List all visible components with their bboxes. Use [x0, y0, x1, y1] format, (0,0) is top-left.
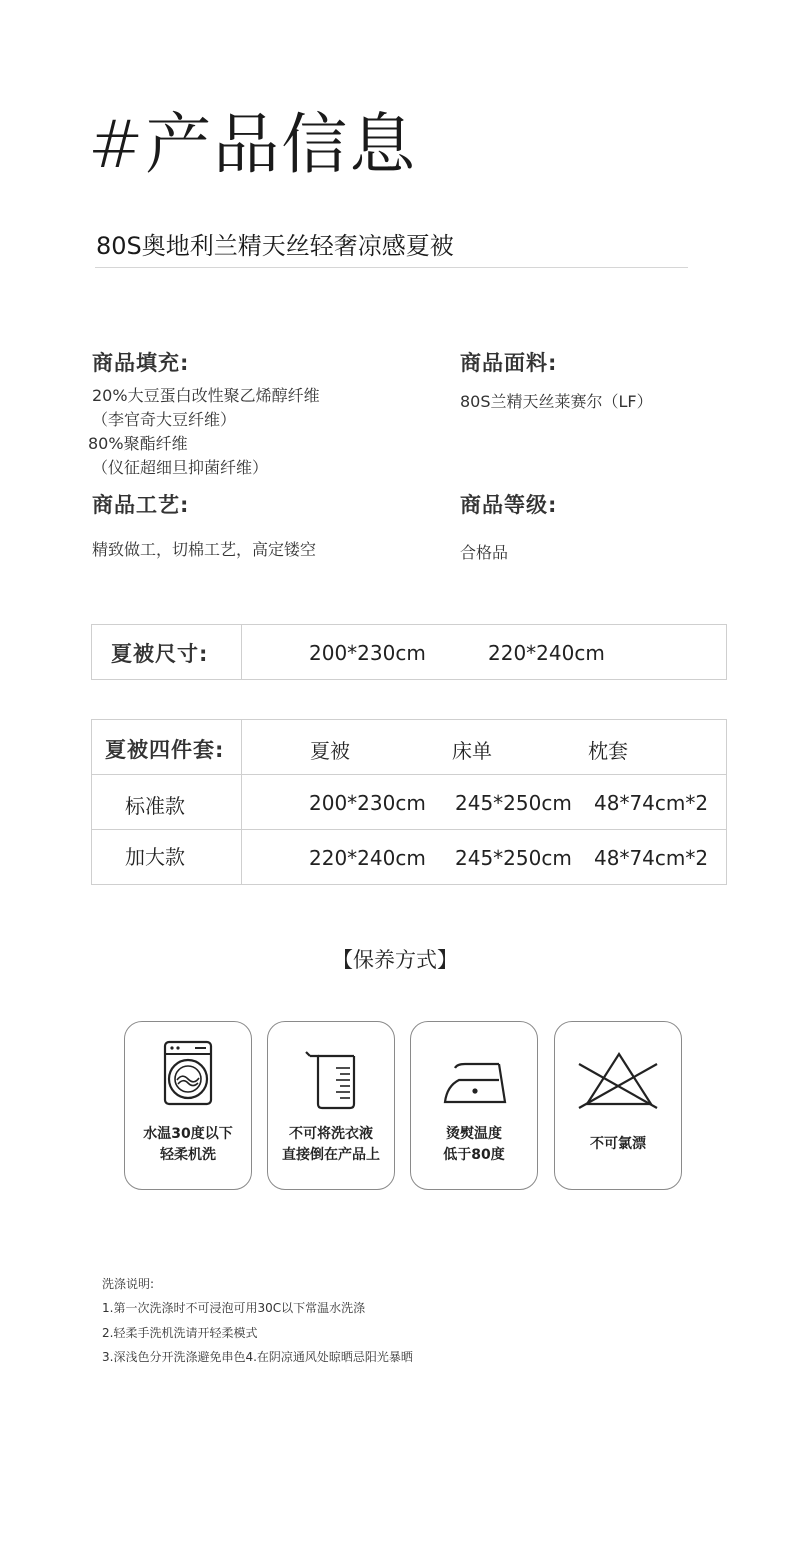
- set-col-sheet: 床单: [452, 739, 492, 763]
- filling-line-3: 80%聚酯纤维: [88, 434, 188, 453]
- filling-line-1: 20%大豆蛋白改性聚乙烯醇纤维: [92, 386, 320, 405]
- wash-note-1: 1.第一次洗涤时不可浸泡可用30C以下常温水洗涤: [102, 1301, 366, 1315]
- product-name: 80S奥地利兰精天丝轻奢凉感夏被: [96, 232, 454, 260]
- set-row-large-pillowcase: 48*74cm*2: [594, 846, 709, 870]
- care-card-wash: [124, 1021, 252, 1190]
- size-table-label: 夏被尺寸:: [111, 642, 209, 666]
- set-table-row-divider: [92, 829, 726, 830]
- filling-line-2: （李官奇大豆纤维）: [92, 410, 237, 429]
- measuring-cup-icon: [268, 1040, 394, 1112]
- set-table-label: 夏被四件套:: [105, 738, 225, 762]
- set-row-large-name: 加大款: [125, 845, 185, 869]
- craft-value: 精致做工，切棉工艺，高定镂空: [92, 540, 317, 559]
- set-table-row-divider: [92, 774, 726, 775]
- wash-note-2: 2.轻柔手洗机洗请开轻柔模式: [102, 1326, 258, 1340]
- set-table-col-divider: [241, 720, 242, 884]
- set-row-standard-pillowcase: 48*74cm*2: [594, 791, 709, 815]
- set-row-large-quilt: 220*240cm: [309, 846, 426, 870]
- care-card-iron: [410, 1021, 538, 1190]
- wash-notes-heading: 洗涤说明:: [102, 1277, 155, 1291]
- wash-note-3: 3.深浅色分开洗涤避免串色4.在阴凉通风处晾晒忌阳光暴晒: [102, 1350, 413, 1364]
- grade-label: 商品等级:: [460, 493, 558, 517]
- care-card-detergent: [267, 1021, 395, 1190]
- set-row-standard-name: 标准款: [125, 794, 185, 818]
- care-card-bleach: [554, 1021, 682, 1190]
- grade-value: 合格品: [460, 543, 509, 562]
- craft-label: 商品工艺:: [92, 493, 190, 517]
- no-bleach-icon: [555, 1040, 681, 1112]
- care-label-bleach: 不可氯漂: [590, 1136, 646, 1152]
- care-title: 【保养方式】: [332, 948, 458, 972]
- care-label-wash: 水温30度以下 轻柔机洗: [143, 1126, 233, 1163]
- size-table-divider: [241, 625, 242, 679]
- fabric-value: 80S兰精天丝莱赛尔（LF）: [460, 392, 653, 411]
- washing-machine-icon: [125, 1040, 251, 1112]
- set-row-standard-sheet: 245*250cm: [455, 791, 572, 815]
- page-title: #产品信息: [88, 106, 418, 183]
- set-col-pillowcase: 枕套: [588, 739, 628, 763]
- iron-icon: [411, 1040, 537, 1112]
- title-divider: [95, 267, 688, 268]
- fabric-label: 商品面料:: [460, 351, 558, 375]
- filling-label: 商品填充:: [92, 351, 190, 375]
- care-label-iron: 烫熨温度 低于80度: [443, 1126, 505, 1163]
- set-row-large-sheet: 245*250cm: [455, 846, 572, 870]
- filling-line-4: （仪征超细旦抑菌纤维）: [92, 458, 269, 477]
- size-value-1: 200*230cm: [309, 641, 426, 665]
- care-label-detergent: 不可将洗衣液 直接倒在产品上: [282, 1126, 380, 1163]
- set-col-quilt: 夏被: [310, 739, 350, 763]
- size-value-2: 220*240cm: [488, 641, 605, 665]
- set-row-standard-quilt: 200*230cm: [309, 791, 426, 815]
